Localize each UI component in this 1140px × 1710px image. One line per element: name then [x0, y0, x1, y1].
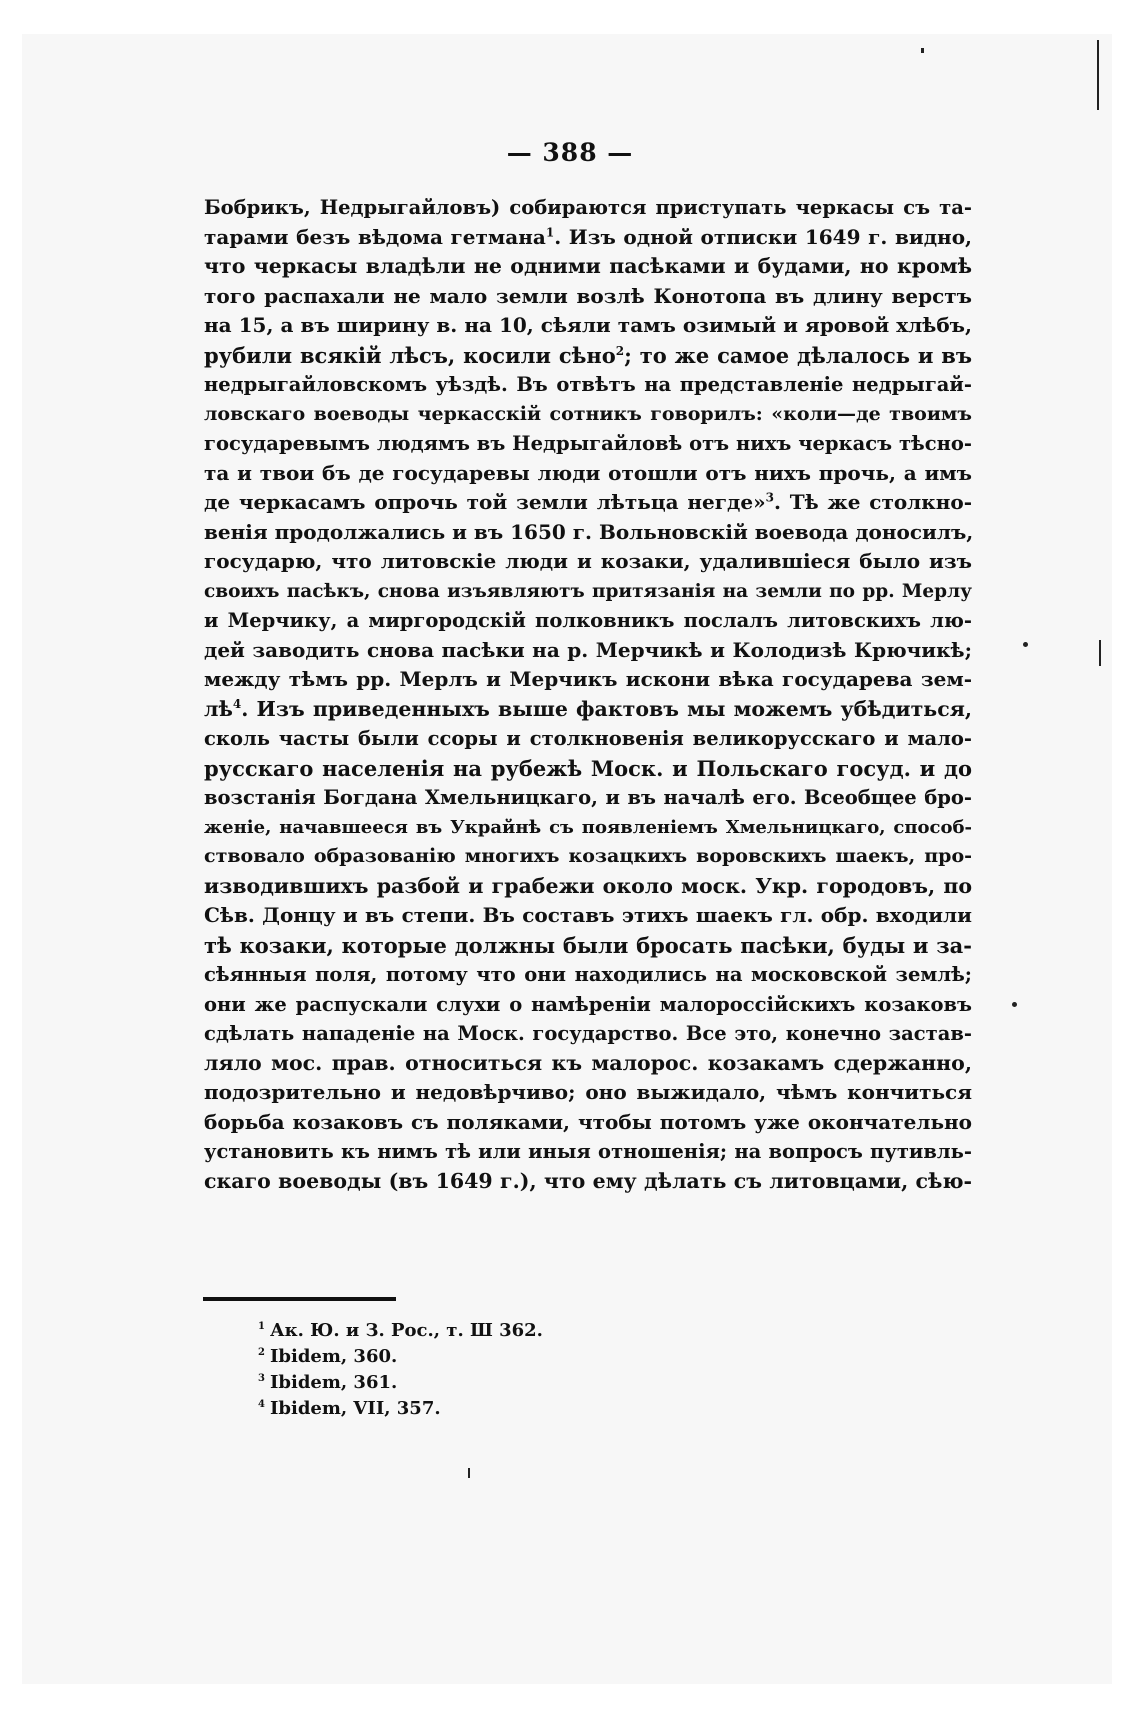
text-line	[204, 606, 972, 636]
text-line	[204, 400, 972, 430]
footnotes	[258, 1318, 543, 1422]
text-line	[204, 1019, 972, 1049]
text-line	[204, 459, 972, 489]
text-line	[204, 577, 972, 607]
footnote-text: Ак. Ю. и З. Рос., т. Ш 362.	[269, 1320, 543, 1341]
text-line-content: они же распускали слухи о намѣреніи малороссійскихъ козаковъ	[204, 992, 972, 1016]
text-line-content: на 15, а въ ширину в. на 10, сѣяли тамъ озимый и яровой хлѣбъ,	[204, 313, 972, 337]
text-line	[204, 488, 972, 518]
text-line-content: лѣ	[204, 696, 233, 721]
text-line-content: Бобрикъ, Недрыгайловъ) собираются приступать черкасы съ та-	[204, 196, 972, 219]
footnote-reference[interactable]: 4	[232, 696, 242, 711]
text-line	[204, 842, 972, 872]
text-line	[204, 931, 972, 961]
text-line	[204, 282, 972, 312]
text-line	[204, 724, 972, 754]
footnote-reference[interactable]: 2	[615, 343, 625, 358]
footnote-item	[258, 1318, 543, 1344]
text-line-content: изводившихъ разбой и грабежи около моск. Укр. городовъ, по	[204, 873, 972, 898]
footnote-mark: 4	[258, 1399, 265, 1410]
text-line-content: установить къ нимъ тѣ или иныя отношенія; на вопросъ путивль-	[204, 1140, 972, 1163]
text-line-content: скаго воеводы (въ 1649 г.), что ему дѣлать съ литовцами, сѣю-	[204, 1168, 972, 1193]
text-line	[204, 665, 972, 695]
text-line	[204, 783, 972, 813]
scan-dot-right-2	[1012, 1002, 1017, 1007]
text-line-content: сѣянныя поля, потому что они находились на московской землѣ;	[204, 963, 972, 986]
text-line-content: Сѣв. Донцу и въ степи. Въ составъ этихъ шаекъ гл. обр. входили	[204, 903, 972, 927]
text-line	[204, 429, 972, 459]
text-line	[204, 1049, 972, 1079]
text-line	[204, 223, 972, 253]
text-line	[204, 872, 972, 902]
text-line-content: недрыгайловскомъ уѣздѣ. Въ отвѣтъ на представленіе недрыгай-	[204, 373, 972, 396]
text-line-content: своихъ пасѣкъ, снова изъявляютъ притязанія на земли по рр. Мерлу	[204, 580, 972, 602]
text-line	[204, 813, 972, 843]
footnote-text: Ibidem, 360.	[269, 1346, 398, 1367]
text-line-continuation: . Изъ приведенныхъ выше фактовъ мы можемъ убѣдиться,	[241, 696, 972, 721]
page-number: — 388 —	[506, 138, 634, 167]
text-line-content: государю, что литовскіе люди и козаки, удалившіеся было изъ	[204, 549, 972, 573]
text-line-content: ствовало образованію многихъ козацкихъ воровскихъ шаекъ, про-	[204, 845, 972, 867]
text-line-content: де черкасамъ опрочь той земли лѣтьца негде»	[204, 490, 766, 514]
text-line	[204, 754, 972, 784]
text-line	[204, 547, 972, 577]
footnote-text: Ibidem, 361.	[269, 1372, 398, 1393]
text-line	[204, 370, 972, 400]
text-line-content: между тѣмъ рр. Мерлъ и Мерчикъ искони вѣка государева зем-	[204, 667, 972, 691]
text-line-content: ляло мос. прав. относиться къ малорос. козакамъ сдержанно,	[204, 1050, 972, 1075]
text-line-content: женіе, начавшееся въ Украйнѣ съ появленіемъ Хмельницкаго, способ-	[204, 816, 972, 838]
footnote-mark: 3	[258, 1373, 265, 1384]
text-line-content: дей заводить снова пасѣки на р. Мерчикѣ и Колодизѣ Крючикѣ;	[204, 637, 972, 662]
text-line-content: того распахали не мало земли возлѣ Конотопа въ длину верстъ	[204, 283, 972, 308]
text-line	[204, 901, 972, 931]
text-line	[204, 990, 972, 1020]
text-line-content: возстанія Богдана Хмельницкаго, и въ началѣ его. Всеобщее бро-	[204, 786, 972, 809]
text-line-content: что черкасы владѣли не одними пасѣками и будами, но кромѣ	[204, 254, 972, 278]
footnote-item	[258, 1344, 543, 1370]
text-line	[204, 1108, 972, 1138]
text-line-content: подозрительно и недовѣрчиво; оно выжидало, чѣмъ кончиться	[204, 1080, 972, 1104]
text-line-content: и Мерчику, а миргородскій полковникъ послалъ литовскихъ лю-	[204, 609, 972, 632]
text-line	[204, 636, 972, 666]
footnote-divider	[203, 1297, 396, 1301]
text-line-content: рубили всякій лѣсъ, косили сѣно	[204, 342, 616, 368]
footnote-mark: 1	[258, 1321, 265, 1332]
text-line-content: венія продолжались и въ 1650 г. Вольновскій воевода доносилъ,	[204, 519, 974, 544]
text-line-content: тѣ козаки, которые должны были бросать пасѣки, буды и за-	[204, 932, 972, 958]
text-line-content: борьба козаковъ съ поляками, чтобы потомъ уже окончательно	[204, 1109, 972, 1134]
scan-edge-mark-top	[1097, 40, 1099, 110]
text-line	[204, 341, 972, 371]
scan-edge-mark-mid	[1099, 640, 1101, 666]
text-line	[204, 518, 972, 548]
text-line	[204, 960, 972, 990]
text-line-continuation: ; то же самое дѣлалось и въ	[624, 342, 972, 368]
text-line-content: ловскаго воеводы черкасскій сотникъ говорилъ: «коли—де твоимъ	[204, 402, 972, 425]
text-line-content: русскаго населенія на рубежѣ Моск. и Польскаго госуд. и до	[204, 755, 972, 781]
footnote-text: Ibidem, VII, 357.	[269, 1398, 441, 1419]
scan-dot-right-1	[1023, 642, 1028, 647]
text-line-content: тарами безъ вѣдома гетмана	[204, 224, 546, 249]
text-line	[204, 252, 972, 282]
text-line	[204, 193, 972, 223]
scan-dot-bottom	[468, 1468, 470, 1478]
text-line-content: сдѣлать нападеніе на Моск. государство. Все это, конечно застав-	[204, 1022, 972, 1045]
footnote-reference[interactable]: 3	[765, 490, 774, 505]
text-line	[204, 1137, 972, 1167]
text-line-content: сколь часты были ссоры и столкновенія великорусскаго и мало-	[204, 727, 972, 750]
main-text	[204, 193, 972, 1196]
footnote-reference[interactable]: 1	[545, 224, 555, 239]
footnote-item	[258, 1396, 543, 1422]
text-line	[204, 311, 972, 341]
text-line-continuation: . Изъ одной отписки 1649 г. видно,	[554, 224, 972, 249]
text-line	[204, 1167, 972, 1197]
text-line-continuation: . Тѣ же столкно-	[773, 490, 972, 514]
text-line-content: государевымъ людямъ въ Недрыгайловѣ отъ нихъ черкасъ тѣсно-	[204, 432, 972, 455]
scan-dot-top	[921, 48, 924, 53]
text-line-content: та и твои бъ де государевы люди отошли отъ нихъ прочь, а имъ	[204, 460, 972, 485]
text-line	[204, 1078, 972, 1108]
footnote-mark: 2	[258, 1347, 265, 1358]
text-line	[204, 695, 972, 725]
footnote-item	[258, 1370, 543, 1396]
